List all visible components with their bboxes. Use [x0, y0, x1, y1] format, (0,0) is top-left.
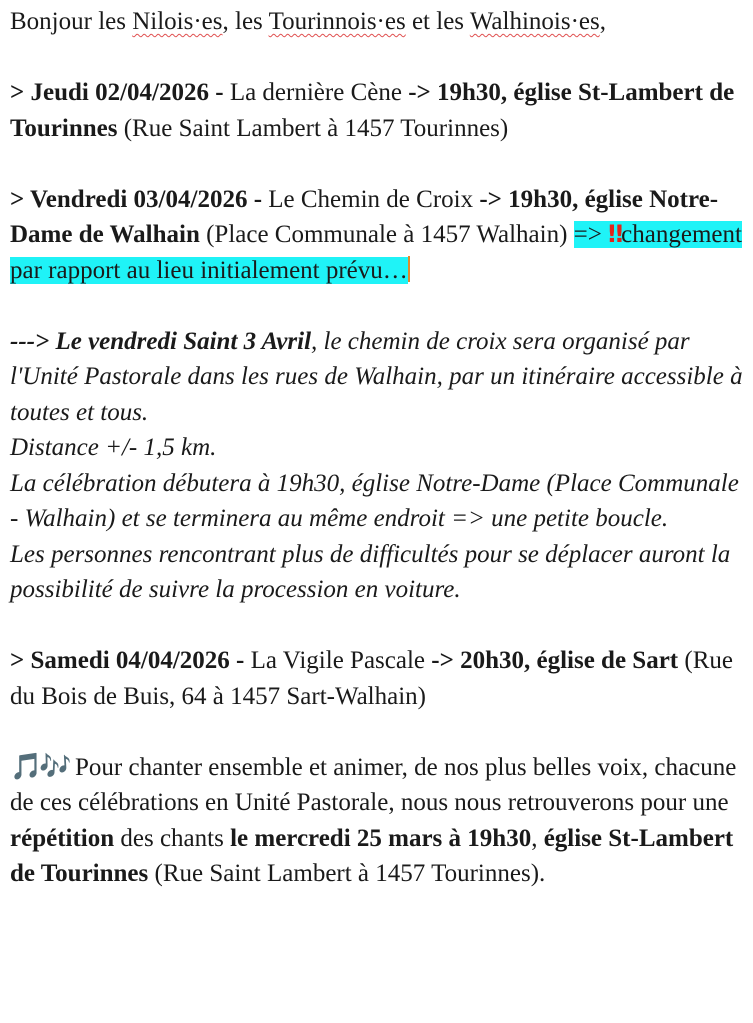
event-date: > Samedi 04/04/2026 - — [10, 647, 251, 674]
event-address: (Place Communale à 1457 Walhain) — [199, 221, 574, 248]
event-address: (Rue Saint Lambert à 1457 Tourinnes) — [117, 114, 509, 142]
event-address: (Rue du Bois de Buis, 64 à 1457 Sart-Walhain) — [10, 647, 733, 710]
blank-line — [10, 146, 743, 182]
music-notes-icon: 🎵🎶 — [10, 751, 69, 782]
spellcheck-word[interactable]: Tourinnois·es — [268, 8, 406, 35]
event-title: Le Chemin de Croix — [268, 185, 480, 213]
blank-line — [10, 288, 743, 324]
stations-description: ---> Le vendredi Saint 3 Avril, le chemin de croix sera organisé par l'Unité Pastorale dans les rues de Walhain, par un itinéraire accessible à toutes et tous. Distance +/- 1,5 km. La célébration débutera à 19h30, église Notre-Dame (Place Communale - Walhain) et se terminera au même endroit => une petite boucle. Les personnes rencontrant plus de difficultés pour se déplacer auront la possibilité de suivre la procession en voiture. — [10, 327, 743, 603]
blank-line — [10, 714, 743, 750]
event-title: La Vigile Pascale — [250, 647, 432, 674]
spellcheck-word[interactable]: Walhinois·es — [469, 8, 600, 35]
event-place: -> 19h30, église St-Lambert de Tourinnes — [10, 79, 735, 142]
event-friday — [10, 182, 743, 289]
blank-line — [10, 608, 743, 644]
rehearsal-paragraph: 🎵🎶 Pour chanter ensemble et animer, de nos plus belles voix, chacune de ces célébrations en Unité Pastorale, nous nous retrouverons pour une répétition des chants le mercredi 25 mars à 19h30, église St-Lambert de Tourinnes (Rue Saint Lambert à 1457 Tourinnes). — [10, 751, 737, 887]
greeting: Bonjour les Nilois·es, les Tourinnois·es et les Walhinois·es, — [10, 8, 606, 35]
event-date: > Jeudi 02/04/2026 - — [10, 79, 230, 106]
event-saturday — [10, 643, 743, 714]
text-cursor — [408, 256, 410, 282]
double-exclamation-icon: ‼ — [608, 220, 622, 248]
event-title: La dernière Cène — [229, 79, 409, 106]
event-thursday — [10, 75, 743, 146]
event-place: -> 20h30, église de Sart — [431, 647, 679, 674]
event-date: > Vendredi 03/04/2026 - — [10, 185, 269, 213]
spellcheck-word[interactable]: Nilois·es — [132, 8, 223, 35]
event-place: -> 19h30, église Notre-Dame de Walhain — [10, 185, 719, 248]
highlighted-notice: => ‼changement par rapport au lieu initialement prévu… — [10, 220, 742, 284]
blank-line — [10, 40, 743, 76]
stations-lead: ---> Le vendredi Saint 3 Avril — [10, 327, 312, 355]
